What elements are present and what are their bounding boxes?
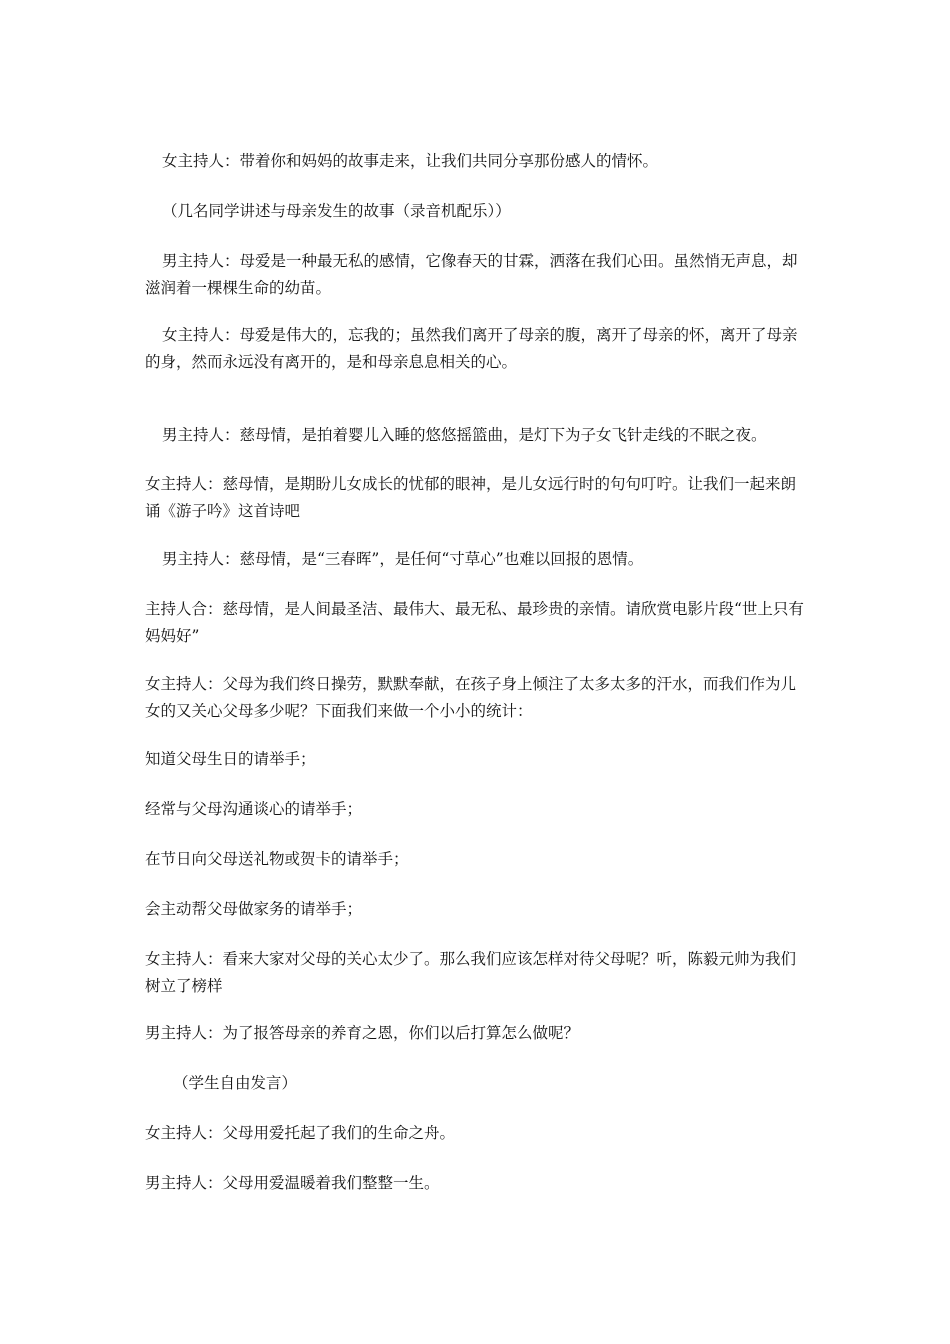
paragraph-female-host-boat: 女主持人：父母用爱托起了我们的生命之舟。 [145, 1124, 456, 1142]
list-item-communicate: 经常与父母沟通谈心的请举手； [145, 800, 363, 818]
paragraph-female-host-great-love: 女主持人：母爱是伟大的，忘我的；虽然我们离开了母亲的腹，离开了母亲的怀，离开了母亲的身，然而永远没有离开的，是和母亲息息相关的心。 [145, 326, 798, 371]
paragraph-stage-direction-stories: （几名同学讲述与母亲发生的故事（录音机配乐）） [162, 202, 511, 220]
paragraph-female-host-intro: 女主持人：带着你和妈妈的故事走来，让我们共同分享那份感人的情怀。 [162, 152, 659, 170]
paragraph-male-host-warmth: 男主持人：父母用爱温暖着我们整整一生。 [145, 1174, 440, 1192]
paragraph-male-host-sanchunhui: 男主持人：慈母情，是“三春晖”，是任何“寸草心”也难以回报的恩情。 [162, 550, 644, 568]
paragraph-female-host-youziyin: 女主持人：慈母情，是期盼儿女成长的忧郁的眼神，是儿女远行时的句句叮咛。让我们一起来朗诵《游子吟》这首诗吧 [145, 475, 797, 520]
paragraph-male-host-selfless-love: 男主持人：母爱是一种最无私的感情，它像春天的甘霖，洒落在我们心田。虽然悄无声息，却滋润着一棵棵生命的幼苗。 [145, 252, 798, 297]
paragraph-hosts-together: 主持人合：慈母情，是人间最圣洁、最伟大、最无私、最珍贵的亲情。请欣赏电影片段“世上只有妈妈好” [145, 600, 804, 645]
paragraph-female-host-chenyi: 女主持人：看来大家对父母的关心太少了。那么我们应该怎样对待父母呢？听，陈毅元帅为我们树立了榜样 [145, 950, 797, 995]
list-item-housework: 会主动帮父母做家务的请举手； [145, 900, 363, 918]
list-item-gifts: 在节日向父母送礼物或贺卡的请举手； [145, 850, 409, 868]
paragraph-female-host-survey: 女主持人：父母为我们终日操劳，默默奉献，在孩子身上倾注了太多太多的汗水，而我们作为儿女的又关心父母多少呢？下面我们来做一个小小的统计： [145, 675, 797, 720]
paragraph-male-host-question: 男主持人：为了报答母亲的养育之恩，你们以后打算怎么做呢？ [145, 1024, 580, 1042]
list-item-birthday: 知道父母生日的请举手； [145, 750, 316, 768]
paragraph-stage-direction-free-speech: （学生自由发言） [173, 1074, 298, 1092]
paragraph-male-host-lullaby: 男主持人：慈母情，是拍着婴儿入睡的悠悠摇篮曲，是灯下为子女飞针走线的不眠之夜。 [162, 426, 767, 444]
